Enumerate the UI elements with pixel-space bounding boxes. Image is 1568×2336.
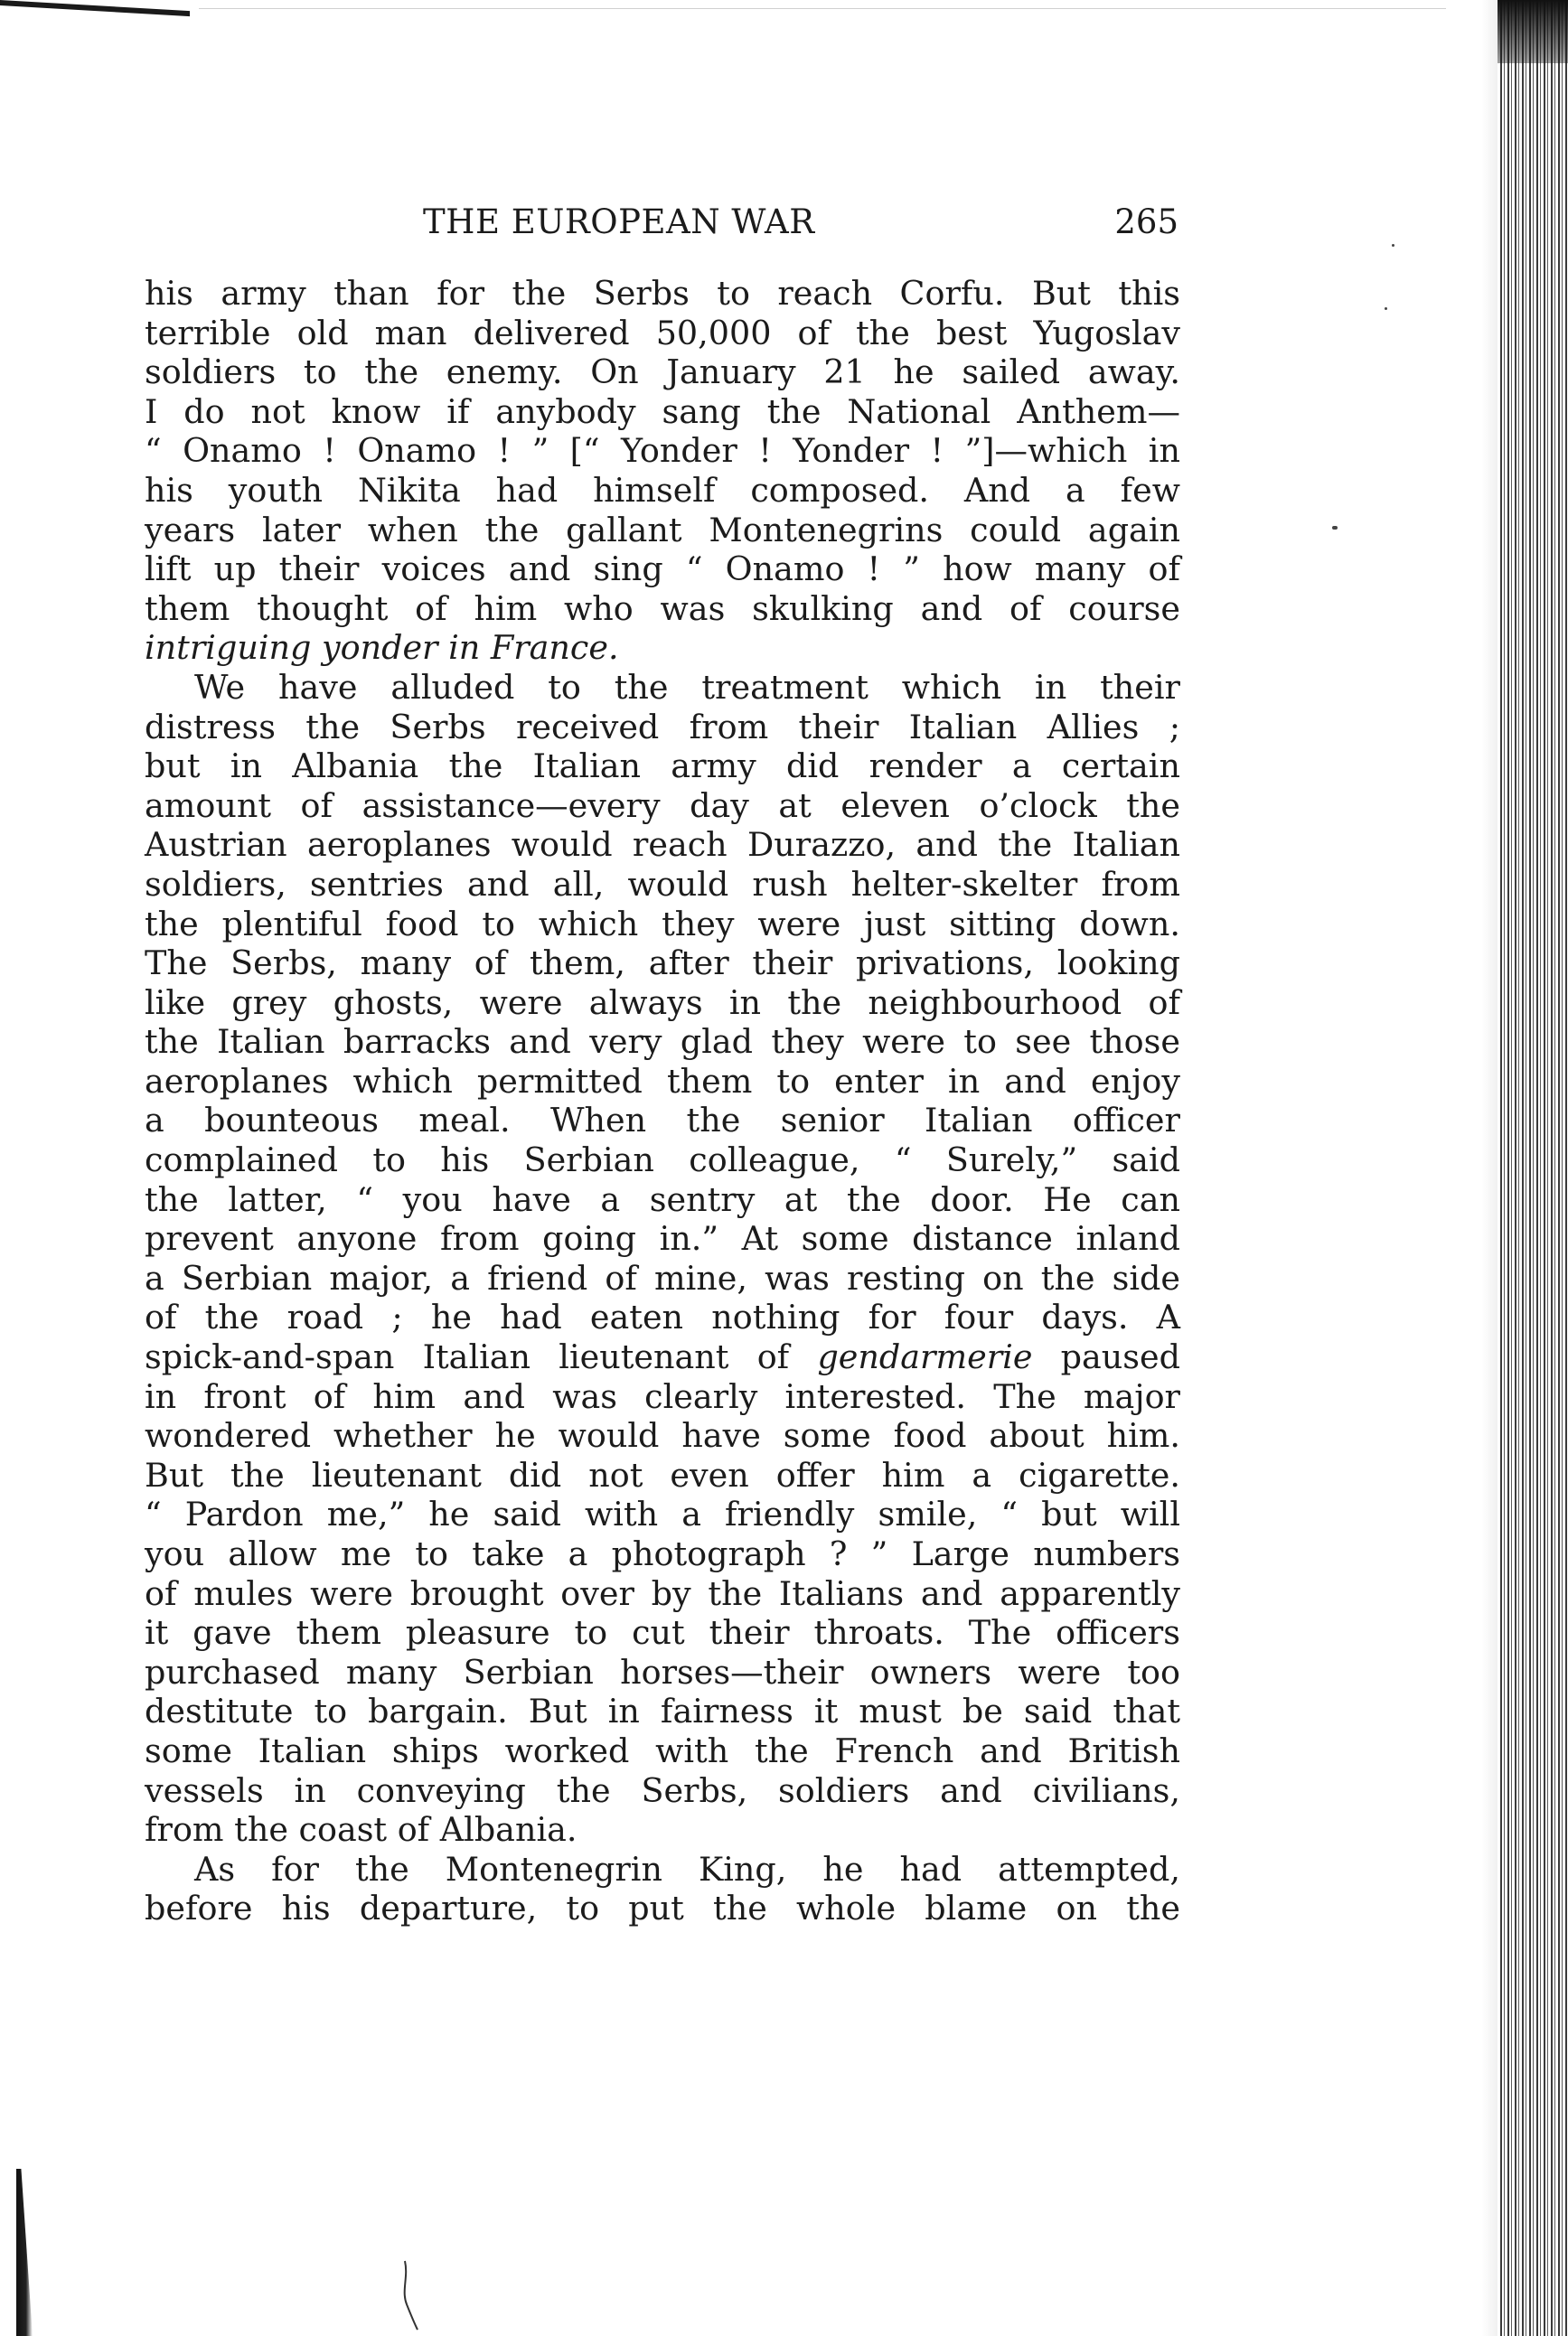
text-line: prevent anyone from going in.” At some distance inland — [145, 1219, 1180, 1259]
text-line: the Italian barracks and very glad they were to see those — [145, 1022, 1180, 1062]
running-head — [146, 197, 1178, 251]
text-line: soldiers, sentries and all, would rush helter-skelter from — [145, 864, 1180, 904]
text-line: amount of assistance—every day at eleven o’clock the — [145, 785, 1180, 825]
text-line: As for the Montenegrin King, he had attempted, — [194, 1849, 1180, 1889]
text-line: of the road ; he had eaten nothing for four days. A — [145, 1298, 1180, 1337]
italic-word: gendarmerie — [817, 1337, 1033, 1377]
text-line: distress the Serbs received from their Italian Allies ; — [145, 707, 1180, 746]
text-line: lift up their voices and sing “ Onamo ! ” how many of — [145, 549, 1180, 589]
text-line: complained to his Serbian colleague, “ Surely,” said — [145, 1140, 1180, 1180]
scan-corner-mark — [16, 2169, 33, 2336]
text-line: you allow me to take a photograph ? ” Large numbers — [145, 1534, 1180, 1573]
scan-speck — [1332, 526, 1338, 530]
page-number: 265 — [1114, 202, 1178, 241]
text-line: in front of him and was clearly interested. The major — [145, 1376, 1180, 1416]
scan-edge-streak — [0, 0, 190, 20]
text-line: before his departure, to put the whole blame on the — [145, 1889, 1180, 1928]
text-line: I do not know if anybody sang the National Anthem— — [145, 391, 1180, 431]
scan-top-line — [199, 8, 1446, 9]
text-line: intriguing yonder in France. — [145, 628, 619, 668]
text-segment: spick-and-span Italian lieutenant of — [145, 1337, 818, 1377]
text-line-with-italic — [145, 1337, 1180, 1377]
text-line: terrible old man delivered 50,000 of the best Yugoslav — [145, 313, 1180, 352]
text-line: like grey ghosts, were always in the neighbourhood of — [145, 982, 1180, 1022]
text-line: soldiers to the enemy. On January 21 he sailed away. — [145, 352, 1180, 392]
text-line: the latter, “ you have a sentry at the door. He can — [145, 1179, 1180, 1219]
body-text — [145, 274, 1180, 1928]
text-line: a bounteous meal. When the senior Italian officer — [145, 1101, 1180, 1140]
spine-shadow — [1481, 0, 1498, 2336]
scan-speck — [1392, 244, 1394, 247]
text-segment: paused — [1032, 1337, 1180, 1377]
book-spine — [1498, 0, 1568, 2336]
text-line: vessels in conveying the Serbs, soldiers and civilians, — [145, 1770, 1180, 1810]
text-line: We have alluded to the treatment which in their — [194, 667, 1180, 707]
text-line: purchased many Serbian horses—their owners were too — [145, 1652, 1180, 1692]
text-line: wondered whether he would have some food about him. — [145, 1416, 1180, 1456]
text-line: But the lieutenant did not even offer him a cigarette. — [145, 1455, 1180, 1495]
text-line: “ Pardon me,” he said with a friendly smile, “ but will — [145, 1495, 1180, 1534]
scan-squiggle-mark — [398, 2259, 425, 2331]
text-line: aeroplanes which permitted them to enter in and enjoy — [145, 1061, 1180, 1101]
text-line: but in Albania the Italian army did render a certain — [145, 746, 1180, 786]
text-line: from the coast of Albania. — [145, 1810, 577, 1850]
text-line: it gave them pleasure to cut their throats. The officers — [145, 1613, 1180, 1653]
text-line: the plentiful food to which they were just sitting down. — [145, 904, 1180, 943]
text-line: Austrian aeroplanes would reach Durazzo, and the Italian — [145, 825, 1180, 865]
spine-top-shadow — [1498, 0, 1568, 63]
running-title: THE EUROPEAN WAR — [423, 202, 815, 241]
text-line: a Serbian major, a friend of mine, was resting on the side — [145, 1258, 1180, 1298]
text-line: destitute to bargain. But in fairness it must be said that — [145, 1692, 1180, 1731]
scan-speck — [1385, 307, 1387, 310]
text-line: of mules were brought over by the Italians and apparently — [145, 1573, 1180, 1613]
text-line: his army than for the Serbs to reach Corfu. But this — [145, 274, 1180, 313]
text-line: “ Onamo ! Onamo ! ” [“ Yonder ! Yonder ! ”]—which in — [145, 431, 1180, 471]
text-line: some Italian ships worked with the French and British — [145, 1731, 1180, 1770]
text-line: years later when the gallant Montenegrins could again — [145, 510, 1180, 549]
text-line: The Serbs, many of them, after their privations, looking — [145, 943, 1180, 983]
text-line: them thought of him who was skulking and of course — [145, 588, 1180, 628]
text-line: his youth Nikita had himself composed. And a few — [145, 470, 1180, 510]
